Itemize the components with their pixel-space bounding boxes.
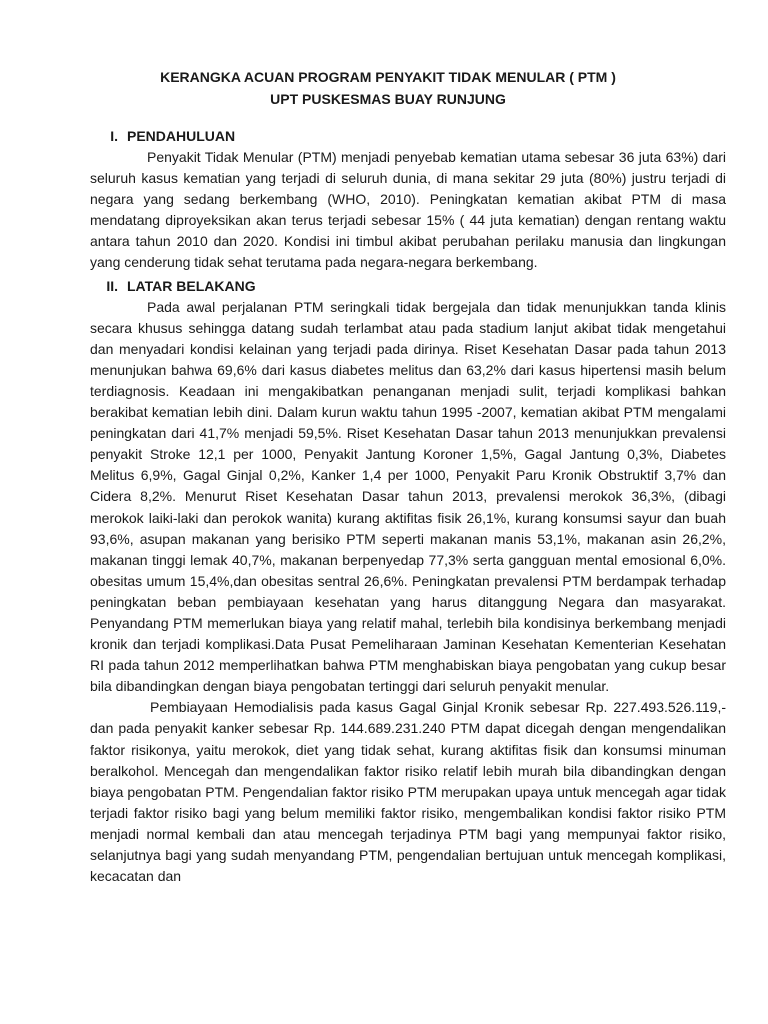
document-title-block bbox=[90, 66, 726, 110]
paragraph: Penyakit Tidak Menular (PTM) menjadi penyebab kematian utama sebesar 36 juta 63%) dari seluruh kasus kematian yang terjadi di seluruh dunia, di mana sekitar 29 juta (80%) justru terjadi di negara yang sedang berkembang (WHO, 2010). Peningkatan kematian akibat PTM di masa mendatang diproyeksikan akan terus terjadi sebesar 15% ( 44 juta kematian) dengan rentang waktu antara tahun 2010 dan 2020. Kondisi ini timbul akibat perubahan perilaku manusia dan lingkungan yang cenderung tidak sehat terutama pada negara-negara berkembang. bbox=[90, 149, 726, 271]
section-heading bbox=[90, 126, 726, 146]
section-number: II. bbox=[106, 277, 118, 294]
section-heading-text: LATAR BELAKANG bbox=[127, 277, 256, 294]
paragraph: Pembiayaan Hemodialisis pada kasus Gagal Ginjal Kronik sebesar Rp. 227.493.526.119,- dan pada penyakit kanker sebesar Rp. 144.689.231.240 PTM dapat dicegah dengan mengendalikan faktor risikonya, yaitu merokok, diet yang tidak sehat, kurang aktifitas fisik dan konsumsi minuman beralkohol. Mencegah dan mengendalikan faktor risiko relatif lebih murah bila dibandingkan dengan biaya pengobatan PTM. Pengendalian faktor risiko PTM merupakan upaya untuk mencegah agar tidak terjadi faktor risiko bagi yang belum memiliki faktor risiko, mengembalikan kondisi faktor risiko PTM menjadi normal kembali dan atau mencegah terjadinya PTM bagi yang mempunyai faktor risiko, selanjutnya bagi yang sudah menyandang PTM, pengendalian bertujuan untuk mencegah komplikasi, kecacatan dan bbox=[90, 699, 726, 885]
paragraph: Pada awal perjalanan PTM seringkali tidak bergejala dan tidak menunjukkan tanda klinis secara khusus sehingga datang sudah terlambat atau pada stadium lanjut akibat tidak mengetahui dan menyadari kondisi kelainan yang terjadi pada dirinya. Riset Kesehatan Dasar pada tahun 2013 menunjukan bahwa 69,6% dari kasus diabetes melitus dan 63,2% dari kasus hipertensi masih belum terdiagnosis. Keadaan ini mengakibatkan penanganan menjadi sulit, terjadi komplikasi bahkan berakibat kematian lebih dini. Dalam kurun waktu tahun 1995 -2007, kematian akibat PTM mengalami peningkatan dari 41,7% menjadi 59,5%. Riset Kesehatan Dasar tahun 2013 menunjukkan prevalensi penyakit Stroke 12,1 per 1000, Penyakit Jantung Koroner 1,5%, Gagal Jantung 0,3%, Diabetes Melitus 6,9%, Gagal Ginjal 0,2%, Kanker 1,4 per 1000, Penyakit Paru Kronik Obstruktif 3,7% dan Cidera 8,2%. Menurut Riset Kesehatan Dasar tahun 2013, prevalensi merokok 36,3%, (dibagi merokok laiki-laki dan perokok wanita) kurang aktifitas fisik 26,1%, kurang konsumsi sayur dan buah 93,6%, asupan makanan yang berisiko PTM seperti makanan manis 53,1%, makanan asin 26,2%, makanan tinggi lemak 40,7%, makanan berpenyedap 77,3% serta gangguan mental emosional 6,0%. obesitas umum 15,4%,dan obesitas sentral 26,6%. Peningkatan prevalensi PTM berdampak terhadap peningkatan beban pembiayaan kesehatan yang harus ditanggung Negara dan masyarakat. Penyandang PTM memerlukan biaya yang relatif mahal, terlebih bila kondisinya berkembang menjadi kronik dan terjadi komplikasi.Data Pusat Pemeliharaan Jaminan Kesehatan Kementerian Kesehatan RI pada tahun 2012 memperlihatkan bahwa PTM menghabiskan biaya pengobatan yang cukup besar bila dibandingkan dengan biaya pengobatan tertinggi dari seluruh penyakit menular. bbox=[90, 298, 726, 695]
section-number: I. bbox=[110, 128, 118, 144]
document-title: KERANGKA ACUAN PROGRAM PENYAKIT TIDAK MENULAR ( PTM ) bbox=[160, 69, 616, 85]
section-latar-belakang bbox=[90, 276, 726, 888]
section-pendahuluan bbox=[90, 126, 726, 274]
section-heading-text: PENDAHULUAN bbox=[127, 128, 236, 144]
section-heading bbox=[90, 276, 726, 296]
document-subtitle: UPT PUSKESMAS BUAY RUNJUNG bbox=[270, 91, 506, 107]
